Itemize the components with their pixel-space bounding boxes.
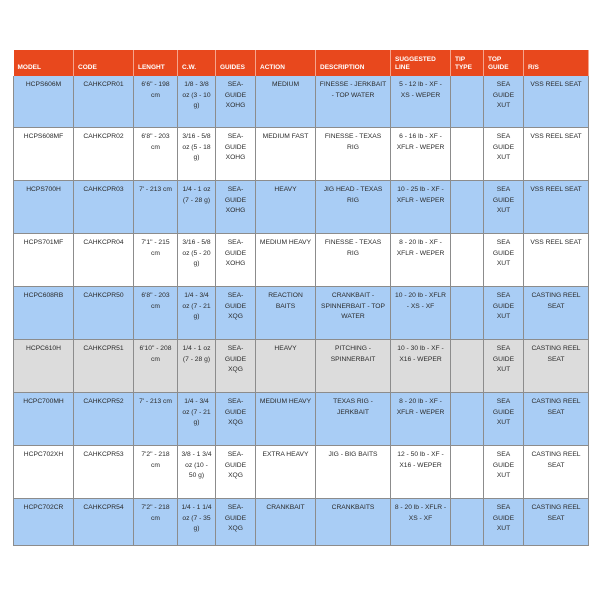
cell-description: CRANKBAITS — [316, 499, 391, 546]
cell-tip-type — [451, 499, 484, 546]
cell-cw: 3/16 - 5/8 oz (5 - 18 g) — [178, 128, 216, 181]
table-row — [14, 287, 589, 340]
table-row — [14, 181, 589, 234]
cell-model: HCPC700MH — [14, 393, 74, 446]
cell-action: MEDIUM HEAVY — [256, 393, 316, 446]
header-guides: GUIDES — [216, 50, 256, 76]
cell-code: CAHKCPR02 — [74, 128, 134, 181]
cell-action: EXTRA HEAVY — [256, 446, 316, 499]
cell-suggested-line: 6 - 16 lb - XF - XFLR - WEPER — [391, 128, 451, 181]
header-action: ACTION — [256, 50, 316, 76]
cell-top-guide: SEA GUIDE XUT — [484, 76, 524, 128]
specs-table-container — [13, 50, 588, 546]
cell-rs: CASTING REEL SEAT — [524, 340, 589, 393]
cell-code: CAHKCPR53 — [74, 446, 134, 499]
cell-cw: 1/4 - 1 oz (7 - 28 g) — [178, 340, 216, 393]
cell-guides: SEA-GUIDE XOHG — [216, 181, 256, 234]
cell-tip-type — [451, 287, 484, 340]
table-row — [14, 446, 589, 499]
cell-action: HEAVY — [256, 181, 316, 234]
header-cw: C.W. — [178, 50, 216, 76]
cell-length: 7'2" - 218 cm — [134, 446, 178, 499]
cell-top-guide: SEA GUIDE XUT — [484, 287, 524, 340]
cell-suggested-line: 5 - 12 lb - XF - XS - WEPER — [391, 76, 451, 128]
cell-suggested-line: 8 - 20 lb - XF - XFLR - WEPER — [391, 234, 451, 287]
cell-guides: SEA-GUIDE XQG — [216, 393, 256, 446]
header-tip-type: TIP TYPE — [451, 50, 484, 76]
cell-action: MEDIUM FAST — [256, 128, 316, 181]
cell-top-guide: SEA GUIDE XUT — [484, 181, 524, 234]
cell-suggested-line: 12 - 50 lb - XF - X16 - WEPER — [391, 446, 451, 499]
cell-model: HCPC610H — [14, 340, 74, 393]
header-row — [14, 50, 589, 76]
cell-model: HCPC608RB — [14, 287, 74, 340]
cell-description: TEXAS RIG - JERKBAIT — [316, 393, 391, 446]
cell-code: CAHKCPR04 — [74, 234, 134, 287]
cell-rs: VSS REEL SEAT — [524, 181, 589, 234]
cell-tip-type — [451, 340, 484, 393]
cell-guides: SEA-GUIDE XQG — [216, 340, 256, 393]
cell-rs: VSS REEL SEAT — [524, 234, 589, 287]
cell-length: 7'1" - 215 cm — [134, 234, 178, 287]
cell-suggested-line: 8 - 20 lb - XFLR - XS - XF — [391, 499, 451, 546]
header-description: DESCRIPTION — [316, 50, 391, 76]
cell-description: FINESSE - TEXAS RIG — [316, 234, 391, 287]
cell-model: HCPS701MF — [14, 234, 74, 287]
cell-model: HCPC702XH — [14, 446, 74, 499]
cell-rs: CASTING REEL SEAT — [524, 393, 589, 446]
cell-top-guide: SEA GUIDE XUT — [484, 234, 524, 287]
cell-suggested-line: 10 - 20 lb - XFLR - XS - XF — [391, 287, 451, 340]
header-top-guide: TOP GUIDE — [484, 50, 524, 76]
cell-guides: SEA-GUIDE XQG — [216, 446, 256, 499]
cell-action: REACTION BAITS — [256, 287, 316, 340]
cell-cw: 3/16 - 5/8 oz (5 - 20 g) — [178, 234, 216, 287]
header-rs: R/S — [524, 50, 589, 76]
cell-cw: 1/8 - 3/8 oz (3 - 10 g) — [178, 76, 216, 128]
cell-top-guide: SEA GUIDE XUT — [484, 499, 524, 546]
cell-cw: 1/4 - 3/4 oz (7 - 21 g) — [178, 287, 216, 340]
cell-top-guide: SEA GUIDE XUT — [484, 446, 524, 499]
table-row — [14, 499, 589, 546]
cell-top-guide: SEA GUIDE XUT — [484, 340, 524, 393]
cell-model: HCPC702CR — [14, 499, 74, 546]
rod-specs-table — [13, 50, 589, 546]
cell-rs: VSS REEL SEAT — [524, 76, 589, 128]
cell-rs: CASTING REEL SEAT — [524, 499, 589, 546]
table-row — [14, 393, 589, 446]
cell-description: FINESSE - JERKBAIT - TOP WATER — [316, 76, 391, 128]
cell-length: 6'8" - 203 cm — [134, 287, 178, 340]
cell-code: CAHKCPR52 — [74, 393, 134, 446]
cell-guides: SEA-GUIDE XQG — [216, 499, 256, 546]
cell-guides: SEA-GUIDE XOHG — [216, 234, 256, 287]
cell-rs: VSS REEL SEAT — [524, 128, 589, 181]
cell-model: HCPS606M — [14, 76, 74, 128]
cell-action: HEAVY — [256, 340, 316, 393]
cell-action: MEDIUM — [256, 76, 316, 128]
cell-code: CAHKCPR01 — [74, 76, 134, 128]
cell-code: CAHKCPR51 — [74, 340, 134, 393]
cell-description: PITCHING - SPINNERBAIT — [316, 340, 391, 393]
cell-model: HCPS700H — [14, 181, 74, 234]
cell-action: CRANKBAIT — [256, 499, 316, 546]
cell-top-guide: SEA GUIDE XUT — [484, 128, 524, 181]
cell-length: 7' - 213 cm — [134, 181, 178, 234]
cell-action: MEDIUM HEAVY — [256, 234, 316, 287]
cell-tip-type — [451, 393, 484, 446]
cell-description: FINESSE - TEXAS RIG — [316, 128, 391, 181]
cell-code: CAHKCPR54 — [74, 499, 134, 546]
cell-code: CAHKCPR03 — [74, 181, 134, 234]
cell-rs: CASTING REEL SEAT — [524, 446, 589, 499]
cell-cw: 1/4 - 3/4 oz (7 - 21 g) — [178, 393, 216, 446]
cell-suggested-line: 8 - 20 lb - XF - XFLR - WEPER — [391, 393, 451, 446]
cell-guides: SEA-GUIDE XQG — [216, 287, 256, 340]
table-body — [14, 76, 589, 546]
cell-length: 6'6" - 198 cm — [134, 76, 178, 128]
cell-tip-type — [451, 446, 484, 499]
cell-length: 6'8" - 203 cm — [134, 128, 178, 181]
cell-description: JIG HEAD - TEXAS RIG — [316, 181, 391, 234]
header-code: CODE — [74, 50, 134, 76]
cell-length: 7' - 213 cm — [134, 393, 178, 446]
cell-model: HCPS608MF — [14, 128, 74, 181]
header-length: LENGHT — [134, 50, 178, 76]
cell-tip-type — [451, 128, 484, 181]
cell-cw: 3/8 - 1 3/4 oz (10 - 50 g) — [178, 446, 216, 499]
table-row — [14, 340, 589, 393]
table-row — [14, 76, 589, 128]
cell-suggested-line: 10 - 30 lb - XF - X16 - WEPER — [391, 340, 451, 393]
cell-guides: SEA-GUIDE XOHG — [216, 128, 256, 181]
header-model: MODEL — [14, 50, 74, 76]
cell-length: 7'2" - 218 cm — [134, 499, 178, 546]
cell-top-guide: SEA GUIDE XUT — [484, 393, 524, 446]
cell-tip-type — [451, 234, 484, 287]
cell-cw: 1/4 - 1 1/4 oz (7 - 35 g) — [178, 499, 216, 546]
cell-code: CAHKCPR50 — [74, 287, 134, 340]
header-suggested-line: SUGGESTED LINE — [391, 50, 451, 76]
cell-description: CRANKBAIT - SPINNERBAIT - TOP WATER — [316, 287, 391, 340]
cell-tip-type — [451, 181, 484, 234]
cell-cw: 1/4 - 1 oz (7 - 28 g) — [178, 181, 216, 234]
cell-rs: CASTING REEL SEAT — [524, 287, 589, 340]
cell-guides: SEA-GUIDE XOHG — [216, 76, 256, 128]
cell-suggested-line: 10 - 25 lb - XF - XFLR - WEPER — [391, 181, 451, 234]
table-row — [14, 234, 589, 287]
cell-length: 6'10" - 208 cm — [134, 340, 178, 393]
cell-description: JIG - BIG BAITS — [316, 446, 391, 499]
cell-tip-type — [451, 76, 484, 128]
table-row — [14, 128, 589, 181]
